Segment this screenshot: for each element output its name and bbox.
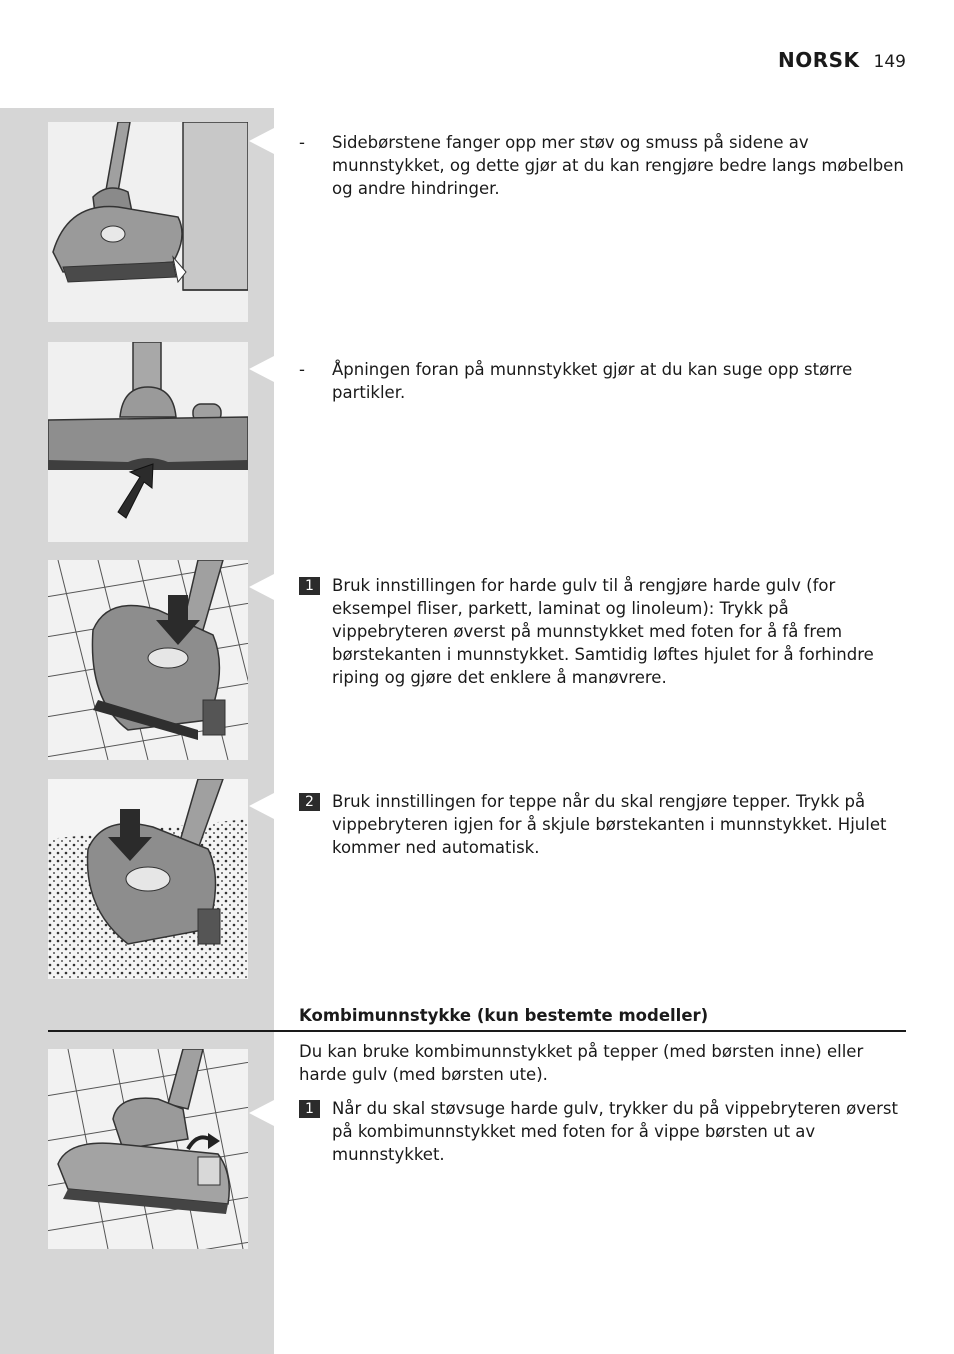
pointer-arrow [249, 793, 274, 819]
pointer-arrow [249, 574, 274, 600]
hard-floor-step [299, 574, 907, 689]
pointer-arrow [249, 1100, 274, 1126]
combi-step [299, 1097, 907, 1166]
step-text: Bruk innstillingen for harde gulv til å rengjøre harde gulv (for eksempel fliser, parkett, laminat og linoleum): Trykk på vippebryteren øverst på munnstykket med foten for å få frem børstekanten i munnstykket. Samtidig løftes hjulet for å forhindre riping og gjøre det enklere å manøvrere. [332, 576, 874, 687]
nozzle-carpet-setting-illustration [48, 779, 248, 979]
page-number: 149 [873, 52, 906, 72]
section-heading: Kombimunnstykke (kun bestemte modeller) [299, 1006, 709, 1025]
nozzle-front-opening-illustration [48, 342, 248, 542]
bullet-marker: - [299, 133, 305, 152]
language-label: NORSK [778, 48, 860, 72]
bullet-text: Sidebørstene fanger opp mer støv og smuss på sidene av munnstykket, og dette gjør at du kan rengjøre bedre langs møbelben og andre hindringer. [332, 133, 904, 198]
combi-intro: Du kan bruke kombimunnstykket på tepper (med børsten inne) eller harde gulv (med børsten ute). [299, 1042, 864, 1084]
section-divider [48, 1030, 906, 1032]
step-text: Når du skal støvsuge harde gulv, trykker du på vippebryteren øverst på kombimunnstykket med foten for å vippe børsten ut av munnstykket. [332, 1099, 898, 1164]
nozzle-hard-floor-setting-illustration [48, 560, 248, 760]
bullet-text: Åpningen foran på munnstykket gjør at du kan suge opp større partikler. [332, 360, 853, 402]
step-number: 1 [299, 577, 320, 595]
combi-nozzle-illustration [48, 1049, 248, 1249]
pointer-arrow [249, 356, 274, 382]
step-number: 2 [299, 793, 320, 811]
front-opening-bullet [299, 358, 907, 404]
step-text: Bruk innstillingen for teppe når du skal rengjøre tepper. Trykk på vippebryteren igjen for å skjule børstekanten i munnstykket. Hjulet kommer ned automatisk. [332, 792, 887, 857]
page-header [778, 48, 906, 72]
carpet-step [299, 790, 907, 859]
pointer-arrow [249, 128, 274, 154]
step-number: 1 [299, 1100, 320, 1118]
nozzle-side-brush-illustration [48, 122, 248, 322]
bullet-marker: - [299, 360, 305, 379]
side-brush-bullet [299, 131, 907, 200]
